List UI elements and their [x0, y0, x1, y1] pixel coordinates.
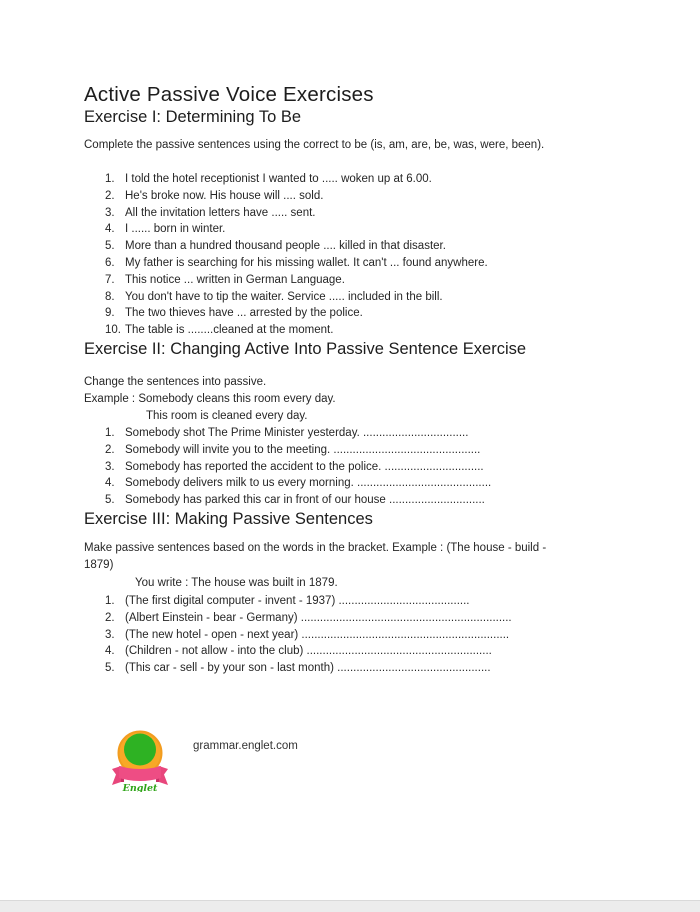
list-item-text: (Albert Einstein - bear - Germany) .................................................................. [125, 611, 512, 624]
list-item-text: Somebody has parked this car in front of our house .............................. [125, 494, 485, 507]
list-item-text: (The first digital computer - invent - 1937) ......................................... [125, 594, 470, 607]
list-item-number: 10. [105, 324, 121, 337]
list-item-number: 1. [105, 426, 115, 439]
exercise-2-section [84, 339, 618, 509]
list-item [84, 643, 618, 660]
list-item [84, 442, 618, 459]
footer-domain-text: grammar.englet.com [193, 739, 298, 752]
list-item-text: This notice ... written in German Language. [125, 273, 345, 286]
exercise-3-heading: Exercise III: Making Passive Sentences [84, 509, 373, 528]
exercise-3-list [84, 593, 618, 677]
exercise-2-list [84, 425, 618, 509]
list-item [84, 238, 618, 255]
exercise-1-heading: Exercise I: Determining To Be [84, 108, 302, 126]
exercise-3-section [84, 509, 618, 677]
list-item [84, 272, 618, 289]
englet-wordmark: Englet [122, 782, 158, 792]
exercise-2-example-answer: This room is cleaned every day. [146, 409, 308, 422]
exercise-2-intro-line-1: Change the sentences into passive. [84, 375, 267, 388]
list-item-number: 9. [105, 307, 115, 320]
list-item-text: Somebody shot The Prime Minister yesterday. ................................. [125, 426, 469, 439]
list-item-text: The table is ........cleaned at the moment. [125, 324, 334, 337]
list-item-number: 1. [105, 594, 115, 607]
exercise-3-example-answer: You write : The house was built in 1879. [135, 576, 338, 589]
list-item [84, 425, 618, 442]
list-item-number: 3. [105, 628, 115, 641]
exercise-1-list [84, 171, 618, 339]
list-item [84, 171, 618, 188]
list-item [84, 610, 618, 627]
list-item-number: 2. [105, 443, 115, 456]
list-item [84, 205, 618, 222]
list-item [84, 221, 618, 238]
list-item-text: Somebody has reported the accident to the police. ............................... [125, 460, 484, 473]
exercise-2-intro-line-2: Example : Somebody cleans this room every day. [84, 392, 336, 405]
list-item [84, 459, 618, 476]
exercise-3-intro-line-1: Make passive sentences based on the words in the bracket. Example : (The house - build - [84, 541, 547, 554]
exercise-2-instructions [84, 374, 618, 425]
exercise-3-intro-line-2: 1879) [84, 558, 114, 571]
list-item-number: 3. [105, 460, 115, 473]
list-item [84, 593, 618, 610]
list-item-text: Somebody will invite you to the meeting. .............................................. [125, 443, 481, 456]
list-item-text: I ...... born in winter. [125, 223, 226, 236]
list-item [84, 660, 618, 677]
list-item-text: I told the hotel receptionist I wanted to ..... woken up at 6.00. [125, 173, 432, 185]
englet-logo-icon [112, 728, 168, 792]
list-item-number: 5. [105, 662, 115, 675]
list-item-text: (The new hotel - open - next year) ................................................................. [125, 628, 510, 641]
list-item-text: (This car - sell - by your son - last month) ................................................ [125, 662, 491, 675]
footer [84, 728, 618, 792]
list-item-number: 8. [105, 290, 115, 303]
list-item-number: 6. [105, 256, 115, 269]
list-item [84, 255, 618, 272]
list-item-number: 2. [105, 611, 115, 624]
list-item-text: Somebody delivers milk to us every morning. .......................................... [125, 477, 492, 490]
list-item-number: 7. [105, 273, 115, 286]
list-item-number: 5. [105, 494, 115, 507]
list-item-text: You don't have to tip the waiter. Service ..... included in the bill. [125, 290, 443, 303]
page-edge-strip [0, 900, 700, 912]
list-item [84, 305, 618, 322]
exercise-1-instructions: Complete the passive sentences using the correct to be (is, am, are, be, was, were, been). [84, 139, 545, 151]
list-item-number: 3. [105, 206, 115, 219]
exercise-3-instructions [84, 540, 618, 592]
exercise-1-section [84, 107, 618, 339]
list-item-number: 4. [105, 645, 115, 658]
list-item-text: The two thieves have ... arrested by the police. [125, 307, 363, 320]
list-item-number: 4. [105, 477, 115, 490]
list-item-text: All the invitation letters have ..... sent. [125, 206, 316, 219]
list-item-text: (Children - not allow - into the club) .......................................................... [125, 645, 492, 658]
list-item [84, 289, 618, 306]
list-item [84, 322, 618, 339]
list-item-text: My father is searching for his missing wallet. It can't ... found anywhere. [125, 256, 488, 269]
exercise-2-heading: Exercise II: Changing Active Into Passive Sentence Exercise [84, 339, 527, 358]
englet-logo-svg [112, 728, 168, 792]
list-item [84, 627, 618, 644]
list-item-number: 4. [105, 223, 115, 236]
list-item [84, 492, 618, 509]
list-item-text: He's broke now. His house will .... sold. [125, 189, 324, 202]
list-item [84, 188, 618, 205]
list-item [84, 475, 618, 492]
list-item-number: 1. [105, 173, 115, 185]
page-title: Active Passive Voice Exercises [84, 83, 374, 106]
list-item-number: 5. [105, 240, 115, 253]
list-item-number: 2. [105, 189, 115, 202]
list-item-text: More than a hundred thousand people .... killed in that disaster. [125, 240, 446, 253]
